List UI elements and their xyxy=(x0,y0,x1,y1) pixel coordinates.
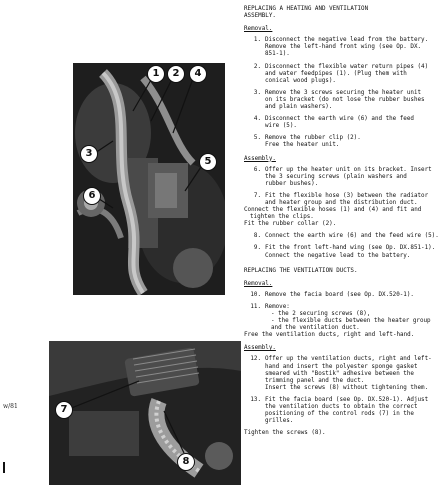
callout-8: 8 xyxy=(177,453,195,471)
step-11: 11. Remove: - the 2 securing screws (8), - the flexible ducts between the heater group and the ventilation duct. xyxy=(250,303,431,332)
step-13: 13. Fit the facia board (see Op. DX.520-1). Adjust the ventilation ducts to obtain the correct positioning of the control rods (7) in the grilles. xyxy=(250,396,429,425)
step-4: 4. Disconnect the earth wire (6) and the feed wire (5). xyxy=(253,116,414,130)
para-tighten-screws: Tighten the screws (8). xyxy=(244,430,326,437)
section-removal: Removal. xyxy=(244,26,273,33)
section-removal-2: Removal. xyxy=(244,280,273,287)
step-1: 1. Disconnect the negative lead from the battery. Remove the left-hand front wing (see Op. DX. 851-1). xyxy=(253,37,429,58)
section-assembly-2: Assembly. xyxy=(244,345,276,352)
heading-ventilation-ducts: REPLACING THE VENTILATION DUCTS. xyxy=(244,267,358,274)
step-9: 9. Fit the front left-hand wing (see Op. DX.851-1). Connect the negative lead to the battery. xyxy=(253,245,436,259)
heading-heating-assembly: REPLACING A HEATING AND VENTILATION ASSEMBLY. xyxy=(244,6,369,20)
margin-bottom-note: w/81 xyxy=(3,403,18,410)
instruction-text xyxy=(244,6,440,437)
engine-bay-photo xyxy=(73,63,225,295)
step-5: 5. Remove the rubber clip (2). Free the heater unit. xyxy=(253,135,361,149)
section-assembly: Assembly. xyxy=(244,155,276,162)
step-10: 10. Remove the facia board (see Op. DX.520-1). xyxy=(250,291,414,298)
callout-5: 5 xyxy=(199,153,217,171)
margin-mark xyxy=(3,462,5,473)
callout-2: 2 xyxy=(167,65,185,83)
para-rubber-collar: Fit the rubber collar (2). xyxy=(244,221,337,228)
callout-1: 1 xyxy=(147,65,165,83)
step-3: 3. Remove the 3 screws securing the heater unit on its bracket (do not lose the rubber bushes and plain washers). xyxy=(253,89,425,111)
step-8: 8. Connect the earth wire (6) and the feed wire (5). xyxy=(253,233,439,240)
callout-7: 7 xyxy=(55,401,73,419)
callout-6: 6 xyxy=(83,187,101,205)
para-free-ducts: Free the ventilation ducts, right and left-hand. xyxy=(244,332,415,339)
step-6: 6. Offer up the heater unit on its bracket. Insert the 3 securing screws (plain washers and rubber bushes). xyxy=(253,166,432,187)
ventilation-duct-photo xyxy=(49,341,241,485)
callout-4: 4 xyxy=(189,65,207,83)
step-2: 2. Disconnect the flexible water return pipes (4) and water feedpipes (1). (Plug them with conical wood plugs). xyxy=(253,63,429,84)
step-7: 7. Fit the flexible hose (3) between the radiator and heater group and the distribution duct. xyxy=(253,192,429,206)
step-12: 12. Offer up the ventilation ducts, right and left- hand and insert the polyester sponge gasket smeared with "Bostik" adhesive between the trimming panel and the duct. Insert the screws (8) without tightening them. xyxy=(250,356,432,391)
callout-3: 3 xyxy=(80,145,98,163)
para-connect-hoses: Connect the flexible hoses (1) and (4) and fit and tighten the clips. xyxy=(244,207,422,221)
